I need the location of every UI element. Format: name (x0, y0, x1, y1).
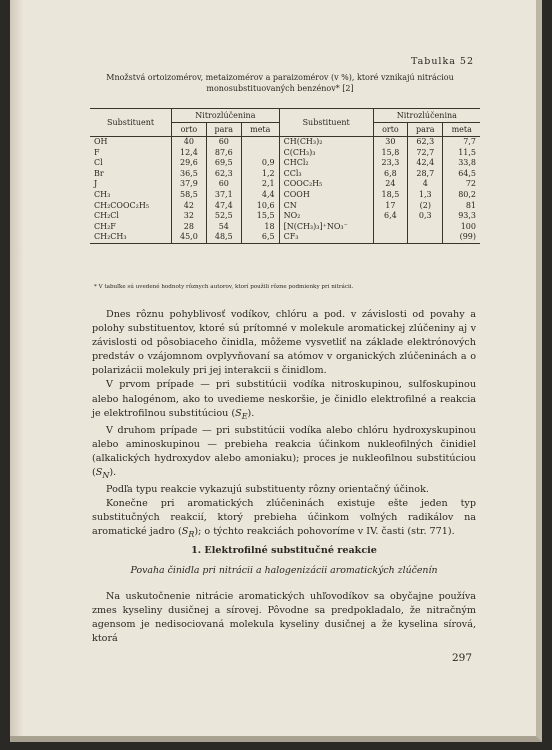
meta-cell: 1,2 (241, 169, 279, 180)
paragraph: V prvom prípade — pri substitúcii vodíka nitroskupinou, sulfoskupinou alebo halogénom, ako to uvedieme neskoršie, je činidlo elektrofilné a reakcia je elektrofilnou substitúciou $(S_E)$. (92, 379, 476, 421)
para-cell: (2) (408, 201, 443, 212)
substituent-cell: CH₂CH₃ (94, 232, 127, 242)
paragraph: Dnes rôznu pohyblivosť vodíkov, chlóru a pod. v závislosti od povahy a polohy substituentov, ktoré sú prítomné v molekule aromatickej zlúčeniny aj v závislosti od pôsobiaceho činidla, môžeme vysvetliť na základe elektrónových predstáv o vzájomnom ovplyvňovaní sa atómov v organických zlúčeninách a o polarizácii molekuly pri jej interakcii s činidlom. (92, 309, 476, 377)
table-row (90, 158, 480, 169)
meta-cell: 64,5 (443, 169, 480, 180)
orto-cell: 36,5 (172, 169, 206, 180)
col-meta-left: meta (241, 123, 279, 137)
table-row (90, 201, 480, 212)
para-cell: 48,5 (206, 232, 241, 243)
meta-cell: 18 (241, 222, 279, 233)
orto-cell: 30 (373, 137, 407, 148)
meta-cell: 80,2 (443, 190, 480, 201)
substituent-cell: CF₃ (279, 232, 373, 243)
substituent-cell: NO₂ (279, 211, 373, 222)
orto-cell: 15,8 (373, 148, 407, 159)
para-cell: 0,3 (408, 211, 443, 222)
substituent-cell: CH(CH₃)₂ (279, 137, 373, 148)
para-cell: 62,3 (206, 169, 241, 180)
meta-cell: 15,5 (241, 211, 279, 222)
meta-cell: 6,5 (241, 232, 279, 243)
substituent-header-right: Substituent (279, 109, 373, 137)
substituent-cell: Cl (94, 158, 103, 168)
substituent-cell: COOC₂H₅ (279, 179, 373, 190)
col-meta-right: meta (443, 123, 480, 137)
col-para-left: para (206, 123, 241, 137)
substituent-cell: CH₂F (94, 221, 116, 231)
substituent-cell: F (94, 147, 100, 157)
orto-cell: 23,3 (373, 158, 407, 169)
table-row (90, 137, 480, 148)
orto-cell (373, 222, 407, 233)
para-cell (408, 222, 443, 233)
table-row (90, 232, 480, 243)
substituent-cell: J (94, 179, 98, 189)
para-cell: 37,1 (206, 190, 241, 201)
meta-cell: 10,6 (241, 201, 279, 212)
substituent-cell: CH₃ (94, 189, 111, 199)
group-header-left: Nitrozlúčenina (172, 109, 279, 123)
para-cell: 47,4 (206, 201, 241, 212)
table-footnote: * V tabuľke sú uvedené hodnoty rôznych autorov, ktorí použili rôzne podmienky pri nitrácii. (94, 284, 354, 290)
table-row (90, 190, 480, 201)
substituent-cell: COOH (279, 190, 373, 201)
orto-cell: 58,5 (172, 190, 206, 201)
orto-cell: 29,6 (172, 158, 206, 169)
meta-cell: 7,7 (443, 137, 480, 148)
orto-cell: 40 (172, 137, 206, 148)
page-spine-shadow (10, 0, 24, 736)
substituent-header-left: Substituent (90, 109, 172, 137)
table-body (90, 137, 480, 244)
body-text-section (92, 590, 476, 646)
meta-cell: 93,3 (443, 211, 480, 222)
para-cell: 42,4 (408, 158, 443, 169)
paragraph: Konečne pri aromatických zlúčeninách existuje ešte jeden typ substitučných reakcií, ktorý prebieha účinkom voľných radikálov na aromatické jadro $(S_R)$; o týchto reakciách pohovoríme v IV. časti (str. 771). (92, 498, 476, 540)
orto-cell: 28 (172, 222, 206, 233)
table-caption: Množstvá ortoizomérov, metaizomérov a paraizomérov (v %), ktoré vznikajú nitráciou monosubstituovaných benzénov* [2] (106, 73, 454, 93)
substituent-cell: OH (94, 137, 108, 146)
group-header-right: Nitrozlúčenina (373, 109, 480, 123)
para-cell (408, 232, 443, 243)
orto-cell: 37,9 (172, 179, 206, 190)
orto-cell (373, 232, 407, 243)
meta-cell: 81 (443, 201, 480, 212)
meta-cell (241, 137, 279, 148)
page-number: 297 (451, 652, 472, 664)
table-row (90, 222, 480, 233)
para-cell: 87,6 (206, 148, 241, 159)
para-cell: 60 (206, 179, 241, 190)
substituent-cell: CCl₃ (279, 169, 373, 180)
orto-cell: 42 (172, 201, 206, 212)
para-cell: 62,3 (408, 137, 443, 148)
orto-cell: 18,5 (373, 190, 407, 201)
col-para-right: para (408, 123, 443, 137)
table-row (90, 211, 480, 222)
col-orto-left: orto (172, 123, 206, 137)
para-cell: 52,5 (206, 211, 241, 222)
substituent-cell: CH₂Cl (94, 211, 119, 221)
paragraph: Na uskutočnenie nitrácie aromatických uhľovodíkov sa obyčajne používa zmes kyseliny dusičnej a sírovej. Pôvodne sa predpokladalo, že nitračným agensom je nedisociovaná molekula kyseliny dusičnej a že kyselina sírová, ktorá (92, 591, 476, 645)
orto-cell: 6,8 (373, 169, 407, 180)
meta-cell: 33,8 (443, 158, 480, 169)
para-cell: 54 (206, 222, 241, 233)
col-orto-right: orto (373, 123, 407, 137)
paragraph: Podľa typu reakcie vykazujú substituenty rôzny orientačný účinok. (106, 483, 429, 495)
substituent-cell: CHCl₂ (279, 158, 373, 169)
substituent-cell: [N(CH₃)₃]⁺NO₃⁻ (279, 222, 373, 233)
table-row (90, 179, 480, 190)
para-cell: 28,7 (408, 169, 443, 180)
orto-cell: 32 (172, 211, 206, 222)
table-label: Tabulka 52 (410, 56, 474, 67)
meta-cell (241, 148, 279, 159)
substituent-cell: CH₂COOC₂H₅ (94, 200, 150, 210)
orto-cell: 24 (373, 179, 407, 190)
substituent-cell: Br (94, 168, 104, 178)
para-cell: 72,7 (408, 148, 443, 159)
orto-cell: 6,4 (373, 211, 407, 222)
orto-cell: 12,4 (172, 148, 206, 159)
section-heading: 1. Elektrofilné substitučné reakcie (191, 545, 377, 556)
orto-cell: 45,0 (172, 232, 206, 243)
para-cell: 1,3 (408, 190, 443, 201)
paragraph: V druhom prípade — pri substitúcii vodíka alebo chlóru hydroxyskupinou alebo aminoskupinou — prebieha reakcia účinkom nukleofilných činidiel (alkalických hydroxydov alebo amoniaku); proces je nukleofilnou substitúciou $(S_N)$. (92, 424, 476, 480)
meta-cell: 4,4 (241, 190, 279, 201)
meta-cell: 100 (443, 222, 480, 233)
table-row (90, 169, 480, 180)
substituent-cell: C(CH₃)₃ (279, 148, 373, 159)
para-cell: 69,5 (206, 158, 241, 169)
meta-cell: 2,1 (241, 179, 279, 190)
book-page (10, 0, 542, 742)
nitration-table (90, 108, 480, 244)
orto-cell: 17 (373, 201, 407, 212)
meta-cell: 0,9 (241, 158, 279, 169)
meta-cell: 11,5 (443, 148, 480, 159)
table-row (90, 148, 480, 159)
meta-cell: 72 (443, 179, 480, 190)
meta-cell: (99) (443, 232, 480, 243)
section-subheading: Povaha činidla pri nitrácii a halogenizácii aromatických zlúčenín (130, 565, 438, 576)
substituent-cell: CN (279, 201, 373, 212)
para-cell: 4 (408, 179, 443, 190)
para-cell: 60 (206, 137, 241, 148)
body-text-intro (92, 308, 476, 542)
